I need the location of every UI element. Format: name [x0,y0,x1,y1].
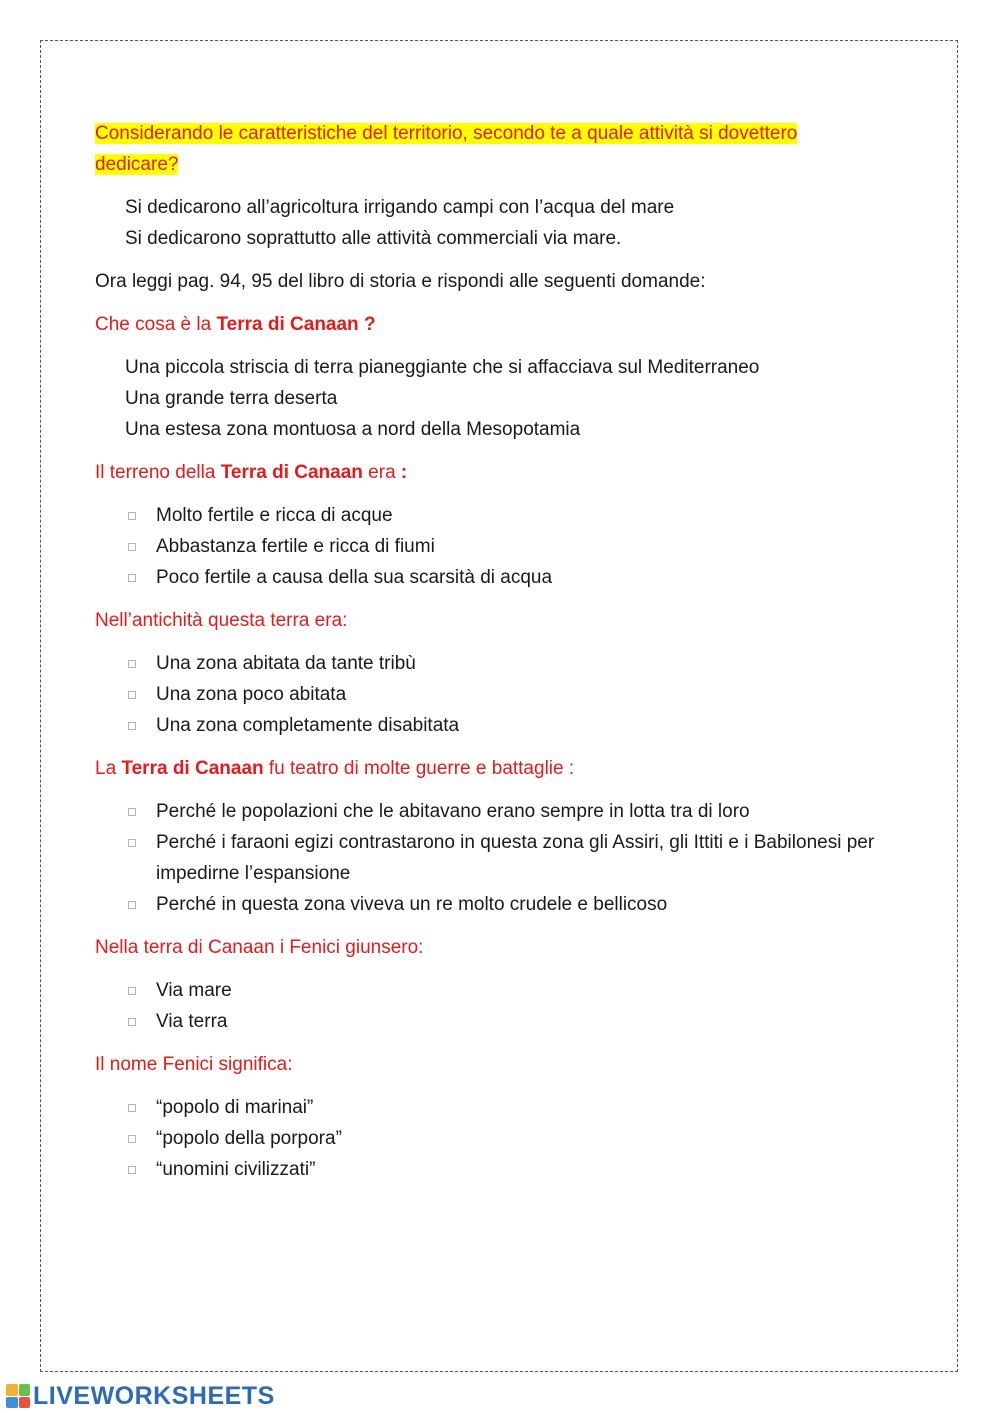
option-label: Via terra [156,1011,228,1032]
option-label: Abbastanza fertile e ricca di fiumi [156,536,435,557]
option-label: Perché in questa zona viveva un re molto crudele e bellicoso [156,894,668,915]
option-item[interactable] [95,1123,875,1154]
question-wars [95,753,875,784]
question-suffix: era [362,462,401,483]
option[interactable]: Una piccola striscia di terra pianeggiante che si affacciava sul Mediterraneo [125,357,760,378]
question-prefix: Il terreno della [95,462,221,483]
question-arrival: Nella terra di Canaan i Fenici giunsero: [95,937,424,958]
question-suffix: fu teatro di molte guerre e battaglie : [263,758,575,779]
options-wars [95,796,875,920]
checkbox-icon[interactable] [128,660,136,668]
intro-question [95,118,815,180]
option-label: Poco fertile a causa della sua scarsità di acqua [156,567,553,588]
options-name-meaning [95,1092,875,1185]
checkbox-icon[interactable] [128,691,136,699]
option-item[interactable] [95,1006,875,1037]
option-label: Perché i faraoni egizi contrastarono in questa zona gli Assiri, gli Ittiti e i Babilonesi per impedirne l’espansione [156,832,875,884]
intro-option[interactable]: Si dedicarono soprattutto alle attività commerciali via mare. [125,228,622,249]
liveworksheets-logo-icon [6,1384,30,1408]
question-prefix: Che cosa è la [95,314,217,335]
option-label: Una zona abitata da tante tribù [156,653,416,674]
option-item[interactable] [95,500,875,531]
instruction-text: Ora leggi pag. 94, 95 del libro di storia e rispondi alle seguenti domande: [95,271,706,292]
option-label: Via mare [156,980,232,1001]
checkbox-icon[interactable] [128,1166,136,1174]
options-arrival [95,975,875,1037]
question-antiquity: Nell’antichità questa terra era: [95,610,348,631]
options-antiquity [95,648,875,741]
option-label: Una zona completamente disabitata [156,715,460,736]
checkbox-icon[interactable] [128,1104,136,1112]
option-item[interactable] [95,679,875,710]
option-item[interactable] [95,975,875,1006]
option-item[interactable] [95,562,875,593]
option-label: Una zona poco abitata [156,684,347,705]
option-label: “unomini civilizzati” [156,1159,316,1180]
intro-question-text: Considerando le caratteristiche del territorio, secondo te a quale attività si dovettero dedicare? [95,123,798,175]
checkbox-icon[interactable] [128,722,136,730]
option-item[interactable] [95,531,875,562]
option-item[interactable] [95,710,875,741]
checkbox-icon[interactable] [128,1018,136,1026]
liveworksheets-logo[interactable] [6,1381,275,1411]
question-name-meaning: Il nome Fenici significa: [95,1054,293,1075]
options-terrain [95,500,875,593]
option-label: Molto fertile e ricca di acque [156,505,393,526]
checkbox-icon[interactable] [128,543,136,551]
question-suffix-bold: : [400,462,408,483]
intro-option[interactable]: Si dedicarono all’agricoltura irrigando campi con l’acqua del mare [125,197,675,218]
options-canaan-what [95,352,875,445]
intro-options [95,192,875,254]
checkbox-icon[interactable] [128,901,136,909]
question-canaan-what [95,309,875,340]
checkbox-icon[interactable] [128,987,136,995]
checkbox-icon[interactable] [128,1135,136,1143]
checkbox-icon[interactable] [128,574,136,582]
option-item[interactable] [95,796,875,827]
option-item[interactable] [95,1092,875,1123]
checkbox-icon[interactable] [128,512,136,520]
option[interactable]: Una grande terra deserta [125,388,338,409]
option-item[interactable] [95,1154,875,1185]
question-bold: Terra di Canaan [220,462,363,483]
question-prefix: La [95,758,122,779]
option-item[interactable] [95,648,875,679]
question-bold: Terra di Canaan ? [216,314,376,335]
option-label: “popolo della porpora” [156,1128,342,1149]
question-bold: Terra di Canaan [121,758,264,779]
checkbox-icon[interactable] [128,808,136,816]
option[interactable]: Una estesa zona montuosa a nord della Mesopotamia [125,419,581,440]
option-item[interactable] [95,827,875,889]
option-label: “popolo di marinai” [156,1097,314,1118]
option-item[interactable] [95,889,875,920]
option-label: Perché le popolazioni che le abitavano erano sempre in lotta tra di loro [156,801,750,822]
worksheet-content [95,118,875,1197]
question-terrain [95,457,875,488]
liveworksheets-logo-text: LIVEWORKSHEETS [33,1381,275,1410]
checkbox-icon[interactable] [128,839,136,847]
